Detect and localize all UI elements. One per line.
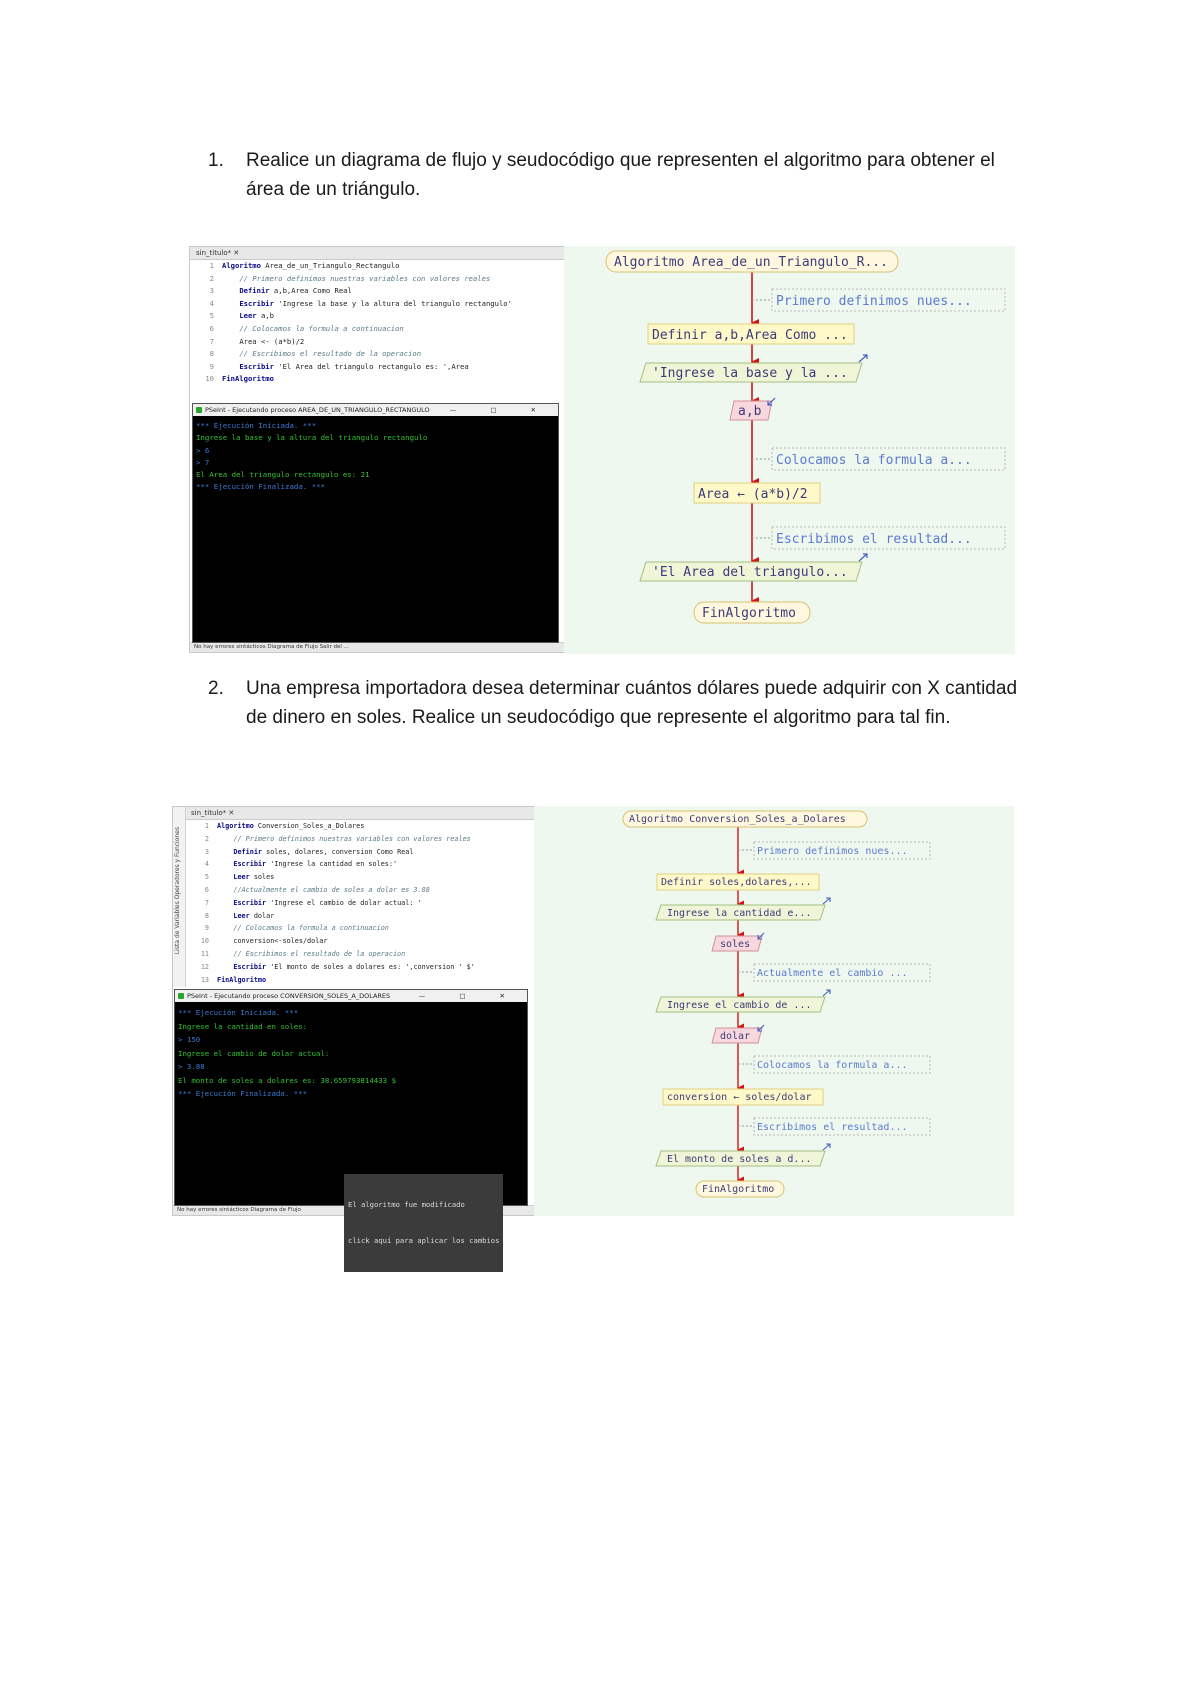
code-line[interactable] [194,348,565,361]
code-line[interactable] [189,833,535,846]
line-number: 6 [209,323,214,333]
flow-output-text-2b: Ingrese el cambio de ... [667,1000,812,1011]
code-text: 'El Area del triangulo rectangulo es: ',Area [273,361,469,371]
line-number: 10 [205,374,214,384]
line-number: 7 [204,898,209,907]
code-text: 'El monto de soles a dolares es: ',conversion ' $' [266,962,475,971]
flow-assign-1[interactable] [694,483,820,503]
flow-comment-1c[interactable] [772,527,1005,549]
code-comment: // Escribimos el resultado de la operacion [233,949,406,958]
console-line: > 7 [196,457,210,467]
status-bar-2: No hay errores sintácticos Diagrama de Flujo [173,1205,535,1215]
console-line: El Area del triangulo rectangulo es: 21 [196,470,370,480]
code-text: soles [249,873,275,882]
line-number: 9 [204,924,209,933]
flow-end-2[interactable] [696,1181,784,1197]
code-line[interactable] [194,285,565,298]
question-1-text: Realice un diagrama de flujo y seudocódigo que representen el algoritmo para obtener el área de un triángulo. [246,150,995,200]
console-line: *** Ejecución Finalizada. *** [178,1089,308,1098]
code-line[interactable] [194,373,565,386]
output-arrow-icon [859,355,867,362]
code-text: soles, dolares, conversion Como Real [262,847,414,856]
question-1 [208,146,1038,204]
code-line[interactable] [189,820,535,833]
flow-end-text-2: FinAlgoritmo [702,1184,775,1195]
line-number: 12 [200,962,209,971]
line-number: 2 [209,273,214,283]
window-controls-2[interactable]: — □ ✕ [418,992,521,1000]
code-text: 'Ingrese la base y la altura del triangulo rectangulo' [273,298,512,308]
line-number: 3 [204,847,209,856]
line-number: 6 [204,885,209,894]
flow-start-2[interactable] [623,811,867,827]
code-line[interactable] [189,871,535,884]
line-number: 9 [209,361,214,371]
code-line[interactable] [189,858,535,871]
code-keyword: Algoritmo [222,261,261,270]
code-comment: //Actualmente el cambio de soles a dolar es 3.88 [233,885,430,894]
side-panel-label: Lista de Variables Operadores y Funciones [174,827,181,955]
flow-assign-text-1: Area ← (a*b)/2 [698,487,808,502]
flow-assign-text-2: conversion ← soles/dolar [667,1092,812,1103]
warning-line-2: click aquí para aplicar los cambios [348,1236,500,1245]
flow-assign-2[interactable] [663,1089,823,1105]
output-arrow-icon [823,898,830,904]
flow-comment-text-1a: Primero definimos nues... [776,294,972,309]
code-keyword: Escribir [233,962,267,971]
line-number: 2 [204,834,209,843]
flow-output-text-1b: 'El Area del triangulo... [652,565,848,580]
run-icon [178,993,184,999]
line-number: 3 [209,286,214,296]
code-keyword: Leer [233,911,250,920]
flow-output-text-1a: 'Ingrese la base y la ... [652,366,848,381]
console-line: *** Ejecución Iniciada. *** [178,1008,299,1017]
code-text: Conversion_Soles_a_Dolares [253,822,365,830]
line-number: 8 [209,349,214,359]
console-line: Ingrese la cantidad en soles: [178,1021,308,1031]
flow-input-1a[interactable] [730,398,775,420]
flow-comment-2d[interactable] [754,1118,930,1135]
flow-output-2c[interactable] [656,1144,830,1166]
code-keyword: FinAlgoritmo [217,975,267,984]
question-2 [208,674,1038,732]
run-icon [196,407,202,413]
code-line[interactable] [189,948,535,961]
flow-comment-2b[interactable] [754,964,930,981]
line-number: 11 [200,949,209,958]
flow-start-text-1: Algoritmo Area_de_un_Triangulo_R... [614,255,888,270]
flowchart-1 [564,246,1015,654]
code-text: Area <- (a*b)/2 [239,336,305,346]
console-title-1: PSeInt - Ejecutando proceso AREA_DE_UN_TRIANGULO_RECTANGULO [205,406,430,414]
side-panel-tab[interactable] [173,807,186,987]
flow-comment-1b[interactable] [772,448,1005,470]
flow-comment-2c[interactable] [754,1056,930,1073]
console-line: > 150 [178,1035,201,1044]
flowchart-svg-1 [564,246,1015,654]
flow-comment-text-1c: Escribimos el resultad... [776,532,972,547]
code-line[interactable] [189,884,535,897]
screenshot-1 [189,246,1015,654]
console-line: *** Ejecución Finalizada. *** [196,482,326,492]
console-line: Ingrese el cambio de dolar actual: [178,1048,330,1058]
question-2-number: 2. [208,678,224,699]
flowchart-svg-2 [534,806,1014,1216]
flow-input-2a[interactable] [712,933,764,951]
code-line[interactable] [189,910,535,923]
console-title-bar-2 [175,990,527,1002]
flow-end-1[interactable] [694,602,810,623]
line-number: 10 [200,937,209,946]
output-arrow-icon [859,554,867,561]
code-text: a,b,Area Como Real [269,286,352,296]
console-title-bar-1 [193,404,558,416]
code-text: conversion<-soles/dolar [233,937,328,946]
flow-output-2b[interactable] [656,990,830,1012]
flow-comment-2a[interactable] [754,842,930,859]
code-comment: // Colocamos la formula a continuacion [239,323,404,333]
code-keyword: FinAlgoritmo [222,374,274,384]
line-number: 1 [204,822,209,830]
code-line[interactable] [194,323,565,336]
code-keyword: Escribir [233,860,267,869]
code-line[interactable] [194,361,565,374]
code-keyword: Definir [239,286,270,296]
console-output-1 [193,416,558,498]
flow-output-1a[interactable] [640,355,867,382]
line-number: 4 [209,298,214,308]
console-line: > 6 [196,445,210,455]
flow-output-1b[interactable] [640,554,867,581]
editor-tab-1[interactable]: sin_titulo* ✕ [190,247,565,260]
question-2-text: Una empresa importadora desea determinar cuántos dólares puede adquirir con X cantidad de dinero en soles. Realice un seudocódigo que represente el algoritmo para tal fin. [246,678,1018,728]
output-arrow-icon [823,990,830,996]
flow-define-2[interactable] [657,874,819,890]
flow-comment-1a[interactable] [772,289,1005,311]
code-keyword: Escribir [233,898,267,907]
code-text: 'Ingrese la cantidad en soles:' [266,860,398,869]
code-comment: // Primero definimos nuestras variables con valores reales [239,273,491,283]
code-line[interactable] [194,260,565,273]
console-line: El monto de soles a dolares es: 38.659793814433 $ [178,1075,397,1085]
warning-line-1: El algoritmo fue modificado [348,1200,465,1209]
line-number: 4 [204,860,209,869]
code-line[interactable] [189,846,535,859]
line-number: 13 [200,975,209,984]
code-line[interactable] [189,961,535,974]
line-number: 1 [209,261,214,270]
flow-comment-text-2b: Actualmente el cambio ... [757,968,908,979]
code-keyword: Algoritmo [217,822,254,830]
code-line[interactable] [194,336,565,349]
flow-output-2a[interactable] [656,898,830,920]
code-text: Area_de_un_Triangulo_Rectangulo [260,261,400,270]
flow-input-text-1a: a,b [738,404,762,419]
line-number: 8 [204,911,209,920]
flow-input-text-2b: dolar [720,1031,751,1042]
flow-comment-text-2a: Primero definimos nues... [757,846,908,857]
code-line[interactable] [189,935,535,948]
code-line[interactable] [194,298,565,311]
code-keyword: Definir [233,847,263,856]
code-comment: // Escribimos el resultado de la operacion [239,349,422,359]
flow-define-1[interactable] [648,324,854,344]
code-line[interactable] [194,310,565,323]
flow-output-text-2c: El monto de soles a d... [667,1154,812,1165]
line-number: 7 [209,336,214,346]
console-title-2: PSeInt - Ejecutando proceso CONVERSION_SOLES_A_DOLARES [187,992,391,1000]
code-text: 'Ingrese el cambio de dolar actual: ' [266,898,422,907]
status-bar-1: No hay errores sintácticos Diagrama de Flujo Salir del ... [190,642,565,652]
code-keyword: Escribir [239,298,274,308]
code-area-2[interactable] [185,820,535,986]
screenshot-2 [172,806,1014,1245]
flow-input-2b[interactable] [712,1025,764,1043]
code-line[interactable] [189,897,535,910]
console-line: *** Ejecución Iniciada. *** [196,421,317,430]
flow-define-text-2: Definir soles,dolares,... [661,877,812,888]
code-comment: // Colocamos la formula a continuacion [233,924,389,933]
window-controls-1[interactable]: — □ ✕ [449,406,552,414]
console-window-1 [192,403,559,643]
flow-comment-text-2c: Colocamos la formula a... [757,1060,908,1071]
flow-start-text-2: Algoritmo Conversion_Soles_a_Dolares [629,814,846,825]
code-line[interactable] [189,922,535,935]
code-line[interactable] [189,974,535,987]
code-keyword: Leer [239,311,257,321]
comment-connectors-2 [738,850,754,1126]
flowchart-2 [534,806,1014,1216]
flow-input-text-2a: soles [720,939,751,950]
code-comment: // Primero definimos nuestras variables con valores reales [233,834,471,843]
console-output-2 [175,1002,527,1105]
line-number: 5 [204,873,209,882]
question-1-number: 1. [208,150,224,171]
console-line: Ingrese la base y la altura del triangulo rectangulo [196,433,428,443]
flow-end-text-1: FinAlgoritmo [702,606,796,621]
flow-comment-text-1b: Colocamos la formula a... [776,453,972,468]
code-text: dolar [249,911,275,920]
modified-warning[interactable] [344,1174,503,1272]
code-keyword: Leer [233,873,250,882]
flow-comment-text-2d: Escribimos el resultad... [757,1122,908,1133]
flow-output-text-2a: Ingrese la cantidad e... [667,908,812,919]
output-arrow-icon [823,1144,830,1150]
editor-tab-2[interactable]: sin_titulo* ✕ [185,807,535,820]
line-number: 5 [209,311,214,321]
flow-start-1[interactable] [606,251,898,272]
code-text: a,b [256,311,274,321]
code-keyword: Escribir [239,361,274,371]
code-area-1[interactable] [190,260,565,386]
code-line[interactable] [194,273,565,286]
flow-define-text-1: Definir a,b,Area Como ... [652,328,848,343]
console-line: > 3.88 [178,1062,205,1071]
